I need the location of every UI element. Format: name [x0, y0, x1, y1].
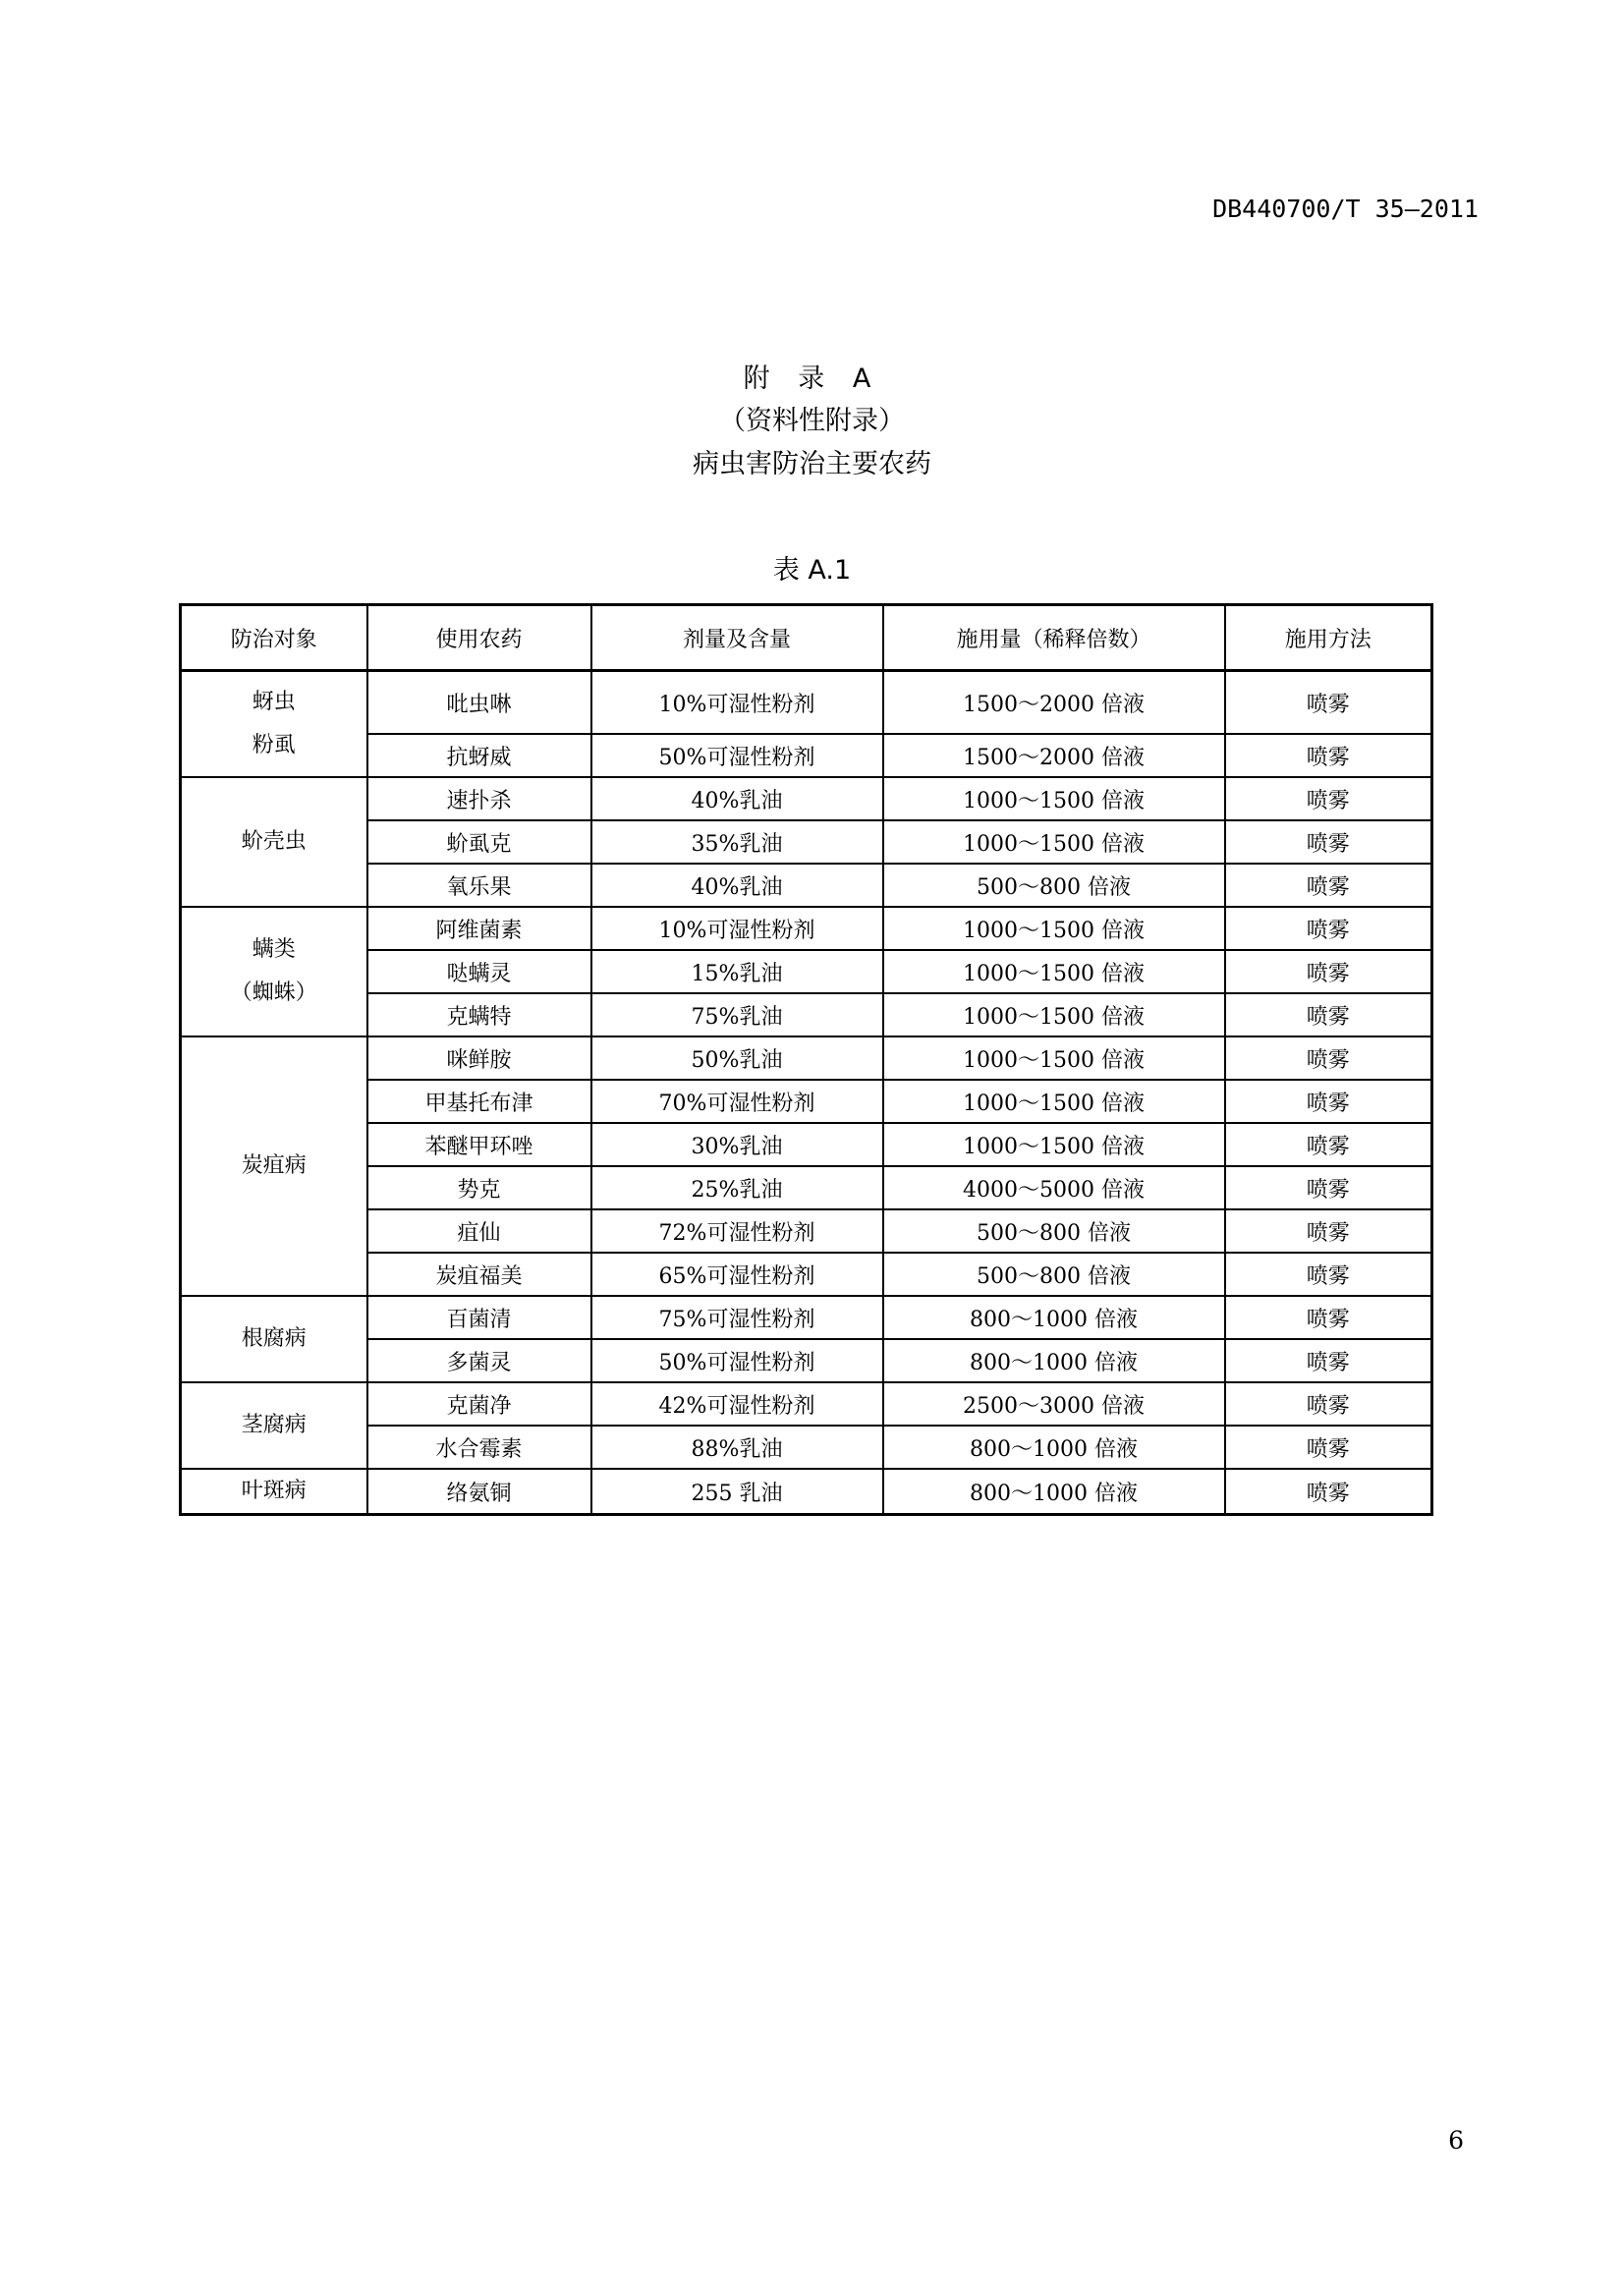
- dilution-cell: 1000～1500 倍液: [883, 1080, 1225, 1123]
- dosage-cell: 10%可湿性粉剂: [591, 907, 883, 950]
- method-cell: 喷雾: [1225, 1080, 1432, 1123]
- table-row: [181, 993, 1432, 1036]
- method-cell: 喷雾: [1225, 1382, 1432, 1426]
- dilution-cell: 500～800 倍液: [883, 1253, 1225, 1296]
- pesticide-cell: 蚧虱克: [367, 820, 591, 864]
- dilution-cell: 800～1000 倍液: [883, 1339, 1225, 1382]
- pesticide-cell: 疽仙: [367, 1209, 591, 1253]
- dosage-cell: 15%乳油: [591, 950, 883, 993]
- dosage-cell: 50%可湿性粉剂: [591, 734, 883, 777]
- method-cell: 喷雾: [1225, 1469, 1432, 1515]
- pesticide-cell: 吡虫啉: [367, 671, 591, 735]
- table-row: [181, 777, 1432, 820]
- target-line: 螨类: [252, 937, 296, 962]
- pesticide-cell: 势克: [367, 1166, 591, 1209]
- pesticide-cell: 炭疽福美: [367, 1253, 591, 1296]
- dosage-cell: 70%可湿性粉剂: [591, 1080, 883, 1123]
- dilution-cell: 1500～2000 倍液: [883, 671, 1225, 735]
- appendix-heading: 病虫害防治主要农药: [693, 449, 931, 479]
- dilution-cell: 2500～3000 倍液: [883, 1382, 1225, 1426]
- dilution-cell: 1000～1500 倍液: [883, 820, 1225, 864]
- pesticide-cell: 多菌灵: [367, 1339, 591, 1382]
- table-row: [181, 1166, 1432, 1209]
- dosage-cell: 88%乳油: [591, 1426, 883, 1469]
- target-cell: [181, 1036, 367, 1296]
- table-row: [181, 1469, 1432, 1515]
- target-line: 蚧壳虫: [241, 829, 307, 854]
- table-row: [181, 1080, 1432, 1123]
- dilution-cell: 800～1000 倍液: [883, 1469, 1225, 1515]
- dosage-cell: 72%可湿性粉剂: [591, 1209, 883, 1253]
- dosage-cell: 75%乳油: [591, 993, 883, 1036]
- pesticide-cell: 咪鲜胺: [367, 1036, 591, 1080]
- method-cell: 喷雾: [1225, 907, 1432, 950]
- target-line: 茎腐病: [241, 1413, 307, 1437]
- pesticide-cell: 克螨特: [367, 993, 591, 1036]
- method-cell: 喷雾: [1225, 1123, 1432, 1166]
- document-code: DB440700/T 35—2011: [1212, 195, 1479, 223]
- target-line: 炭疽病: [241, 1153, 307, 1178]
- table-row: [181, 820, 1432, 864]
- dosage-cell: 25%乳油: [591, 1166, 883, 1209]
- dilution-cell: 1500～2000 倍液: [883, 734, 1225, 777]
- header-dosage: 剂量及含量: [591, 605, 883, 671]
- table-row: [181, 1209, 1432, 1253]
- header-method: 施用方法: [1225, 605, 1432, 671]
- dosage-cell: 255 乳油: [591, 1469, 883, 1515]
- table-header-row: [181, 605, 1432, 671]
- dilution-cell: 500～800 倍液: [883, 1209, 1225, 1253]
- pesticide-table: [179, 603, 1433, 1516]
- target-line: 叶斑病: [241, 1479, 307, 1503]
- page-number: 6: [1448, 2126, 1464, 2155]
- table-row: [181, 1036, 1432, 1080]
- table-row: [181, 734, 1432, 777]
- appendix-title: 附 录 A: [743, 364, 881, 394]
- target-cell: [181, 671, 367, 778]
- table-row: [181, 1253, 1432, 1296]
- target-line: 根腐病: [241, 1326, 307, 1351]
- method-cell: 喷雾: [1225, 950, 1432, 993]
- dilution-cell: 1000～1500 倍液: [883, 993, 1225, 1036]
- method-cell: 喷雾: [1225, 777, 1432, 820]
- table-row: [181, 1426, 1432, 1469]
- pesticide-cell: 速扑杀: [367, 777, 591, 820]
- method-cell: 喷雾: [1225, 820, 1432, 864]
- dosage-cell: 50%乳油: [591, 1036, 883, 1080]
- target-cell: [181, 1296, 367, 1382]
- dosage-cell: 10%可湿性粉剂: [591, 671, 883, 735]
- dilution-cell: 1000～1500 倍液: [883, 1123, 1225, 1166]
- dilution-cell: 800～1000 倍液: [883, 1426, 1225, 1469]
- table-row: [181, 864, 1432, 907]
- dosage-cell: 75%可湿性粉剂: [591, 1296, 883, 1339]
- dilution-cell: 800～1000 倍液: [883, 1296, 1225, 1339]
- method-cell: 喷雾: [1225, 1166, 1432, 1209]
- method-cell: 喷雾: [1225, 1036, 1432, 1080]
- dilution-cell: 1000～1500 倍液: [883, 1036, 1225, 1080]
- pesticide-cell: 百菌清: [367, 1296, 591, 1339]
- header-dilution: 施用量（稀释倍数）: [883, 605, 1225, 671]
- method-cell: 喷雾: [1225, 993, 1432, 1036]
- dilution-cell: 1000～1500 倍液: [883, 907, 1225, 950]
- table-row: [181, 907, 1432, 950]
- table-row: [181, 1296, 1432, 1339]
- method-cell: 喷雾: [1225, 671, 1432, 735]
- dilution-cell: 500～800 倍液: [883, 864, 1225, 907]
- method-cell: 喷雾: [1225, 734, 1432, 777]
- method-cell: 喷雾: [1225, 1426, 1432, 1469]
- method-cell: 喷雾: [1225, 1209, 1432, 1253]
- dosage-cell: 40%乳油: [591, 864, 883, 907]
- dosage-cell: 30%乳油: [591, 1123, 883, 1166]
- table-row: [181, 1123, 1432, 1166]
- pesticide-cell: 氧乐果: [367, 864, 591, 907]
- pesticide-cell: 苯醚甲环唑: [367, 1123, 591, 1166]
- dosage-cell: 35%乳油: [591, 820, 883, 864]
- pesticide-cell: 水合霉素: [367, 1426, 591, 1469]
- table-row: [181, 1339, 1432, 1382]
- table-row: [181, 671, 1432, 735]
- target-line: 粉虱: [252, 733, 296, 757]
- target-cell: [181, 1469, 367, 1515]
- table-body: [181, 671, 1432, 1515]
- method-cell: 喷雾: [1225, 1296, 1432, 1339]
- dosage-cell: 65%可湿性粉剂: [591, 1253, 883, 1296]
- method-cell: 喷雾: [1225, 1253, 1432, 1296]
- table-row: [181, 1382, 1432, 1426]
- pesticide-cell: 哒螨灵: [367, 950, 591, 993]
- appendix-subtitle: （资料性附录）: [719, 406, 905, 436]
- method-cell: 喷雾: [1225, 864, 1432, 907]
- pesticide-cell: 甲基托布津: [367, 1080, 591, 1123]
- header-pesticide: 使用农药: [367, 605, 591, 671]
- header-target: 防治对象: [181, 605, 367, 671]
- table-caption: 表 A.1: [772, 555, 852, 586]
- dosage-cell: 42%可湿性粉剂: [591, 1382, 883, 1426]
- target-cell: [181, 907, 367, 1036]
- pesticide-cell: 阿维菌素: [367, 907, 591, 950]
- dosage-cell: 40%乳油: [591, 777, 883, 820]
- table-row: [181, 950, 1432, 993]
- dilution-cell: 4000～5000 倍液: [883, 1166, 1225, 1209]
- dilution-cell: 1000～1500 倍液: [883, 950, 1225, 993]
- target-line: （蜘蛛）: [230, 980, 317, 1005]
- method-cell: 喷雾: [1225, 1339, 1432, 1382]
- pesticide-cell: 克菌净: [367, 1382, 591, 1426]
- dosage-cell: 50%可湿性粉剂: [591, 1339, 883, 1382]
- pesticide-cell: 络氨铜: [367, 1469, 591, 1515]
- pesticide-cell: 抗蚜威: [367, 734, 591, 777]
- dilution-cell: 1000～1500 倍液: [883, 777, 1225, 820]
- target-line: 蚜虫: [252, 690, 296, 714]
- target-cell: [181, 1382, 367, 1469]
- target-cell: [181, 777, 367, 907]
